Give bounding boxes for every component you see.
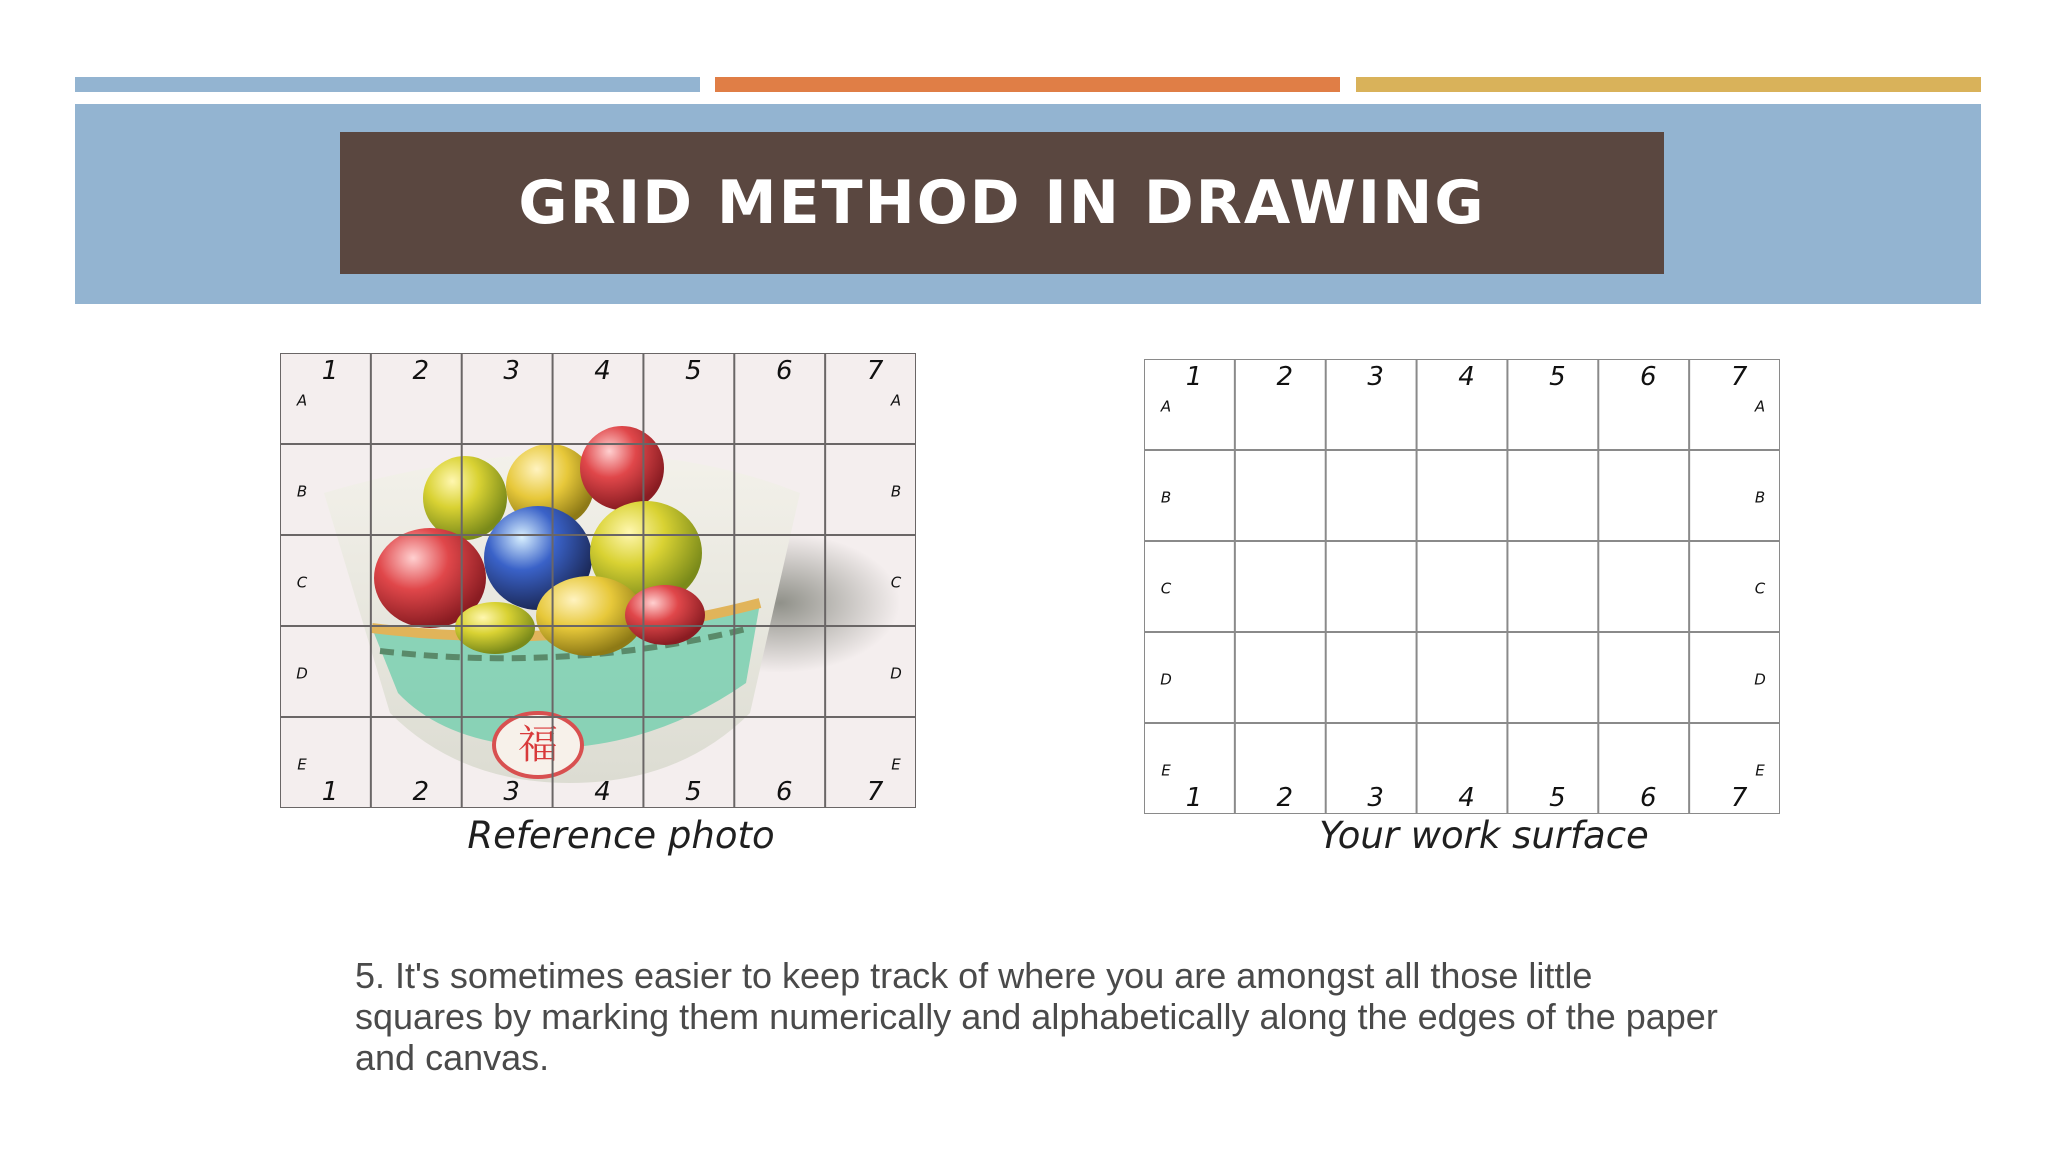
instruction-text [355,955,1875,1078]
column-label-bottom: 2 [1276,783,1294,813]
column-label-top: 7 [866,356,884,386]
column-label-bottom: 5 [685,777,702,807]
title-box [340,132,1664,274]
bowl-medallion-glyph: 福 [518,722,558,768]
column-label-bottom: 6 [775,777,793,807]
row-label-left: A [296,391,308,410]
row-label-left: E [1161,761,1171,780]
row-label-left: C [296,573,308,592]
column-label-top: 2 [1276,362,1294,392]
instruction-line: and canvas. [355,1037,550,1078]
row-label-right: B [890,482,902,501]
marble [455,602,535,654]
column-label-bottom: 6 [1639,783,1657,813]
column-label-bottom: 1 [321,777,339,807]
accent-bar-blue [75,77,700,92]
column-label-bottom: 3 [1367,783,1384,813]
row-label-right: E [891,755,901,774]
reference-photo-caption: Reference photo [467,814,775,857]
column-label-top: 6 [1639,362,1657,392]
row-label-right: E [1755,761,1765,780]
column-label-top: 1 [321,356,339,386]
column-label-top: 2 [412,356,430,386]
instruction-line: squares by marking them numerically and alphabetically along the edges of the paper [355,996,1718,1037]
row-label-right: C [890,573,902,592]
instruction-line: 5. It's sometimes easier to keep track of where you are amongst all those little [355,955,1593,996]
row-label-right: A [890,391,902,410]
work-surface-caption: Your work surface [1319,814,1649,857]
accent-bar-gold [1356,77,1981,92]
marble [580,426,664,510]
column-label-bottom: 3 [503,777,520,807]
column-label-bottom: 7 [866,777,884,807]
column-label-top: 3 [503,356,520,386]
column-label-top: 4 [1458,362,1475,392]
reference-photo-figure [280,353,916,808]
column-label-bottom: 4 [594,777,611,807]
work-surface-background [1144,359,1780,814]
column-label-top: 4 [594,356,611,386]
row-label-right: A [1754,397,1766,416]
column-label-top: 3 [1367,362,1384,392]
slide-title: GRID METHOD IN DRAWING [518,168,1486,238]
work-surface [1144,359,1780,814]
row-label-left: B [1160,488,1172,507]
column-label-bottom: 5 [1549,783,1566,813]
column-label-top: 5 [1549,362,1566,392]
column-label-top: 6 [775,356,793,386]
column-label-top: 5 [685,356,702,386]
column-label-bottom: 4 [1458,783,1475,813]
row-label-right: C [1754,579,1766,598]
row-label-left: E [297,755,307,774]
row-label-right: D [1754,670,1766,689]
column-label-top: 7 [1730,362,1748,392]
accent-bar-orange [715,77,1340,92]
row-label-left: D [296,664,308,683]
row-label-left: A [1160,397,1172,416]
reference-photo [280,353,916,808]
column-label-top: 1 [1185,362,1203,392]
marble [625,585,705,645]
row-label-right: D [890,664,902,683]
work-surface-figure [1144,359,1780,814]
column-label-bottom: 2 [412,777,430,807]
column-label-bottom: 1 [1185,783,1203,813]
row-label-right: B [1754,488,1766,507]
row-label-left: D [1160,670,1172,689]
column-label-bottom: 7 [1730,783,1748,813]
row-label-left: C [1160,579,1172,598]
row-label-left: B [296,482,308,501]
